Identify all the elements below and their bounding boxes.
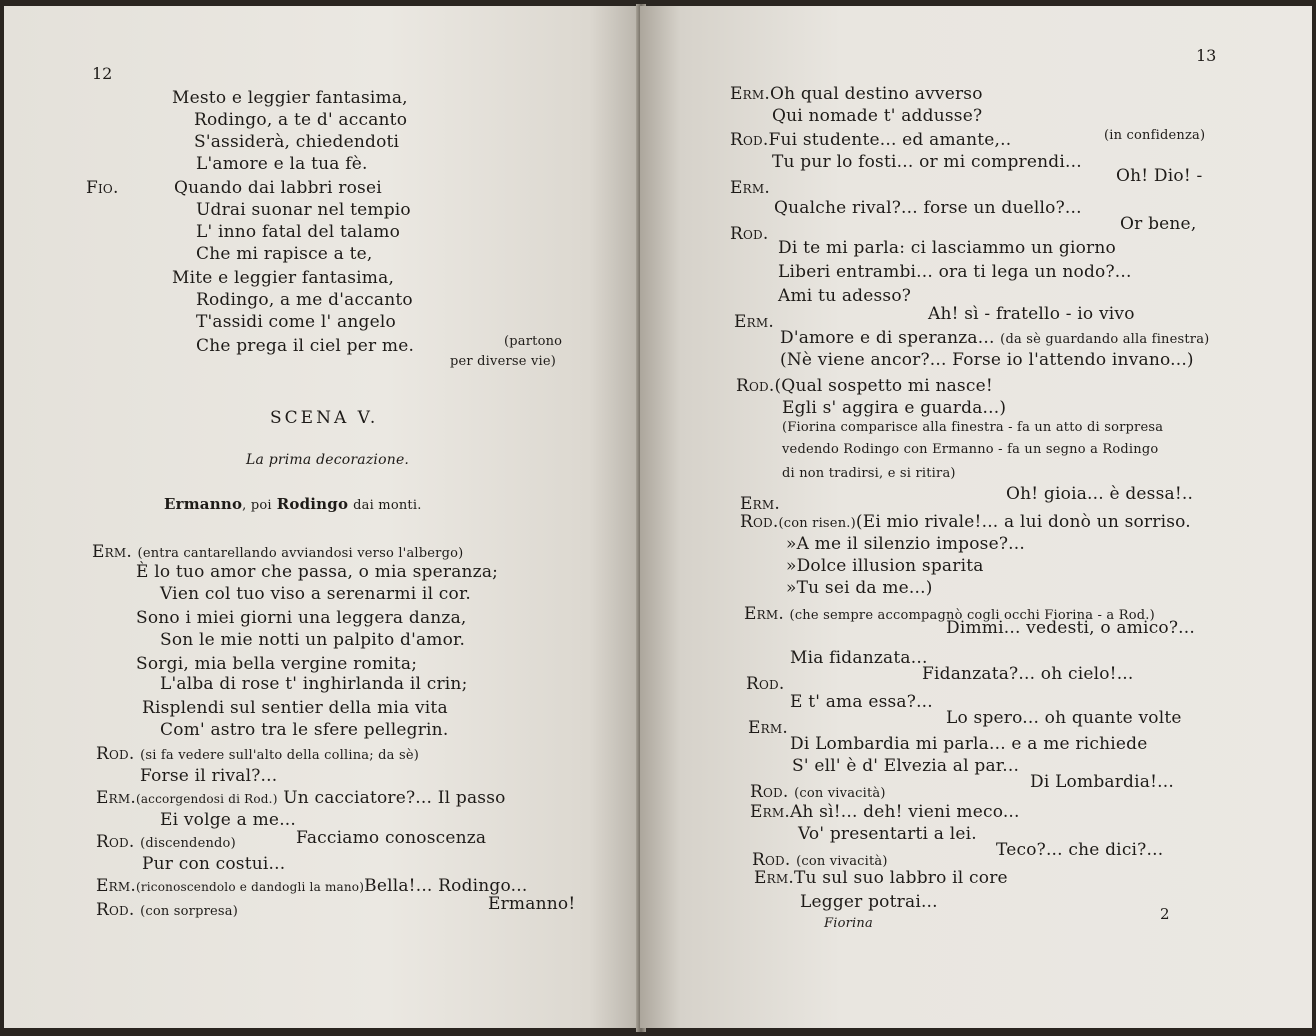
dialogue-line: Di Lombardia mi parla... e a me richiede — [790, 734, 1148, 754]
characters-connector: , poi — [242, 498, 272, 513]
dialogue-line: Legger potrai... — [800, 892, 938, 912]
dialogue-line — [92, 542, 463, 564]
dialogue-line: (Nè viene ancor?... Forse io l'attendo invano...) — [780, 350, 1194, 370]
dialogue-line — [750, 782, 886, 804]
speaker-label: Rod. — [746, 674, 785, 694]
dialogue-line: Or bene, — [1120, 214, 1197, 234]
dialogue-line: Ermanno! — [488, 894, 576, 914]
speaker-label: Rod. — [740, 512, 779, 532]
verse-line: Che mi rapisce a te, — [196, 244, 373, 264]
verse-line: Quando dai labbri rosei — [174, 178, 382, 198]
verse-line: Udrai suonar nel tempio — [196, 200, 411, 220]
dialogue-line — [754, 868, 1008, 888]
dialogue-line: Vo' presentarti a lei. — [798, 824, 977, 844]
speaker-label: Erm. — [730, 178, 770, 198]
stage-direction: per diverse vie) — [450, 354, 557, 369]
dialogue-line — [730, 130, 1011, 150]
song-line: È lo tuo amor che passa, o mia speranza; — [136, 562, 499, 582]
stage-direction: vedendo Rodingo con Ermanno - fa un segno a Rodingo — [782, 442, 1159, 457]
dialogue-line: Fidanzata?... oh cielo!... — [922, 664, 1134, 684]
dialogue-line: Qui nomade t' addusse? — [772, 106, 983, 126]
dialogue-line: »A me il silenzio impose?... — [786, 534, 1025, 554]
dialogue-line — [750, 802, 1020, 822]
stage-direction: (con vivacità) — [794, 786, 886, 801]
dialogue-line: Facciamo conoscenza — [296, 828, 487, 848]
stage-direction: (riconoscendolo e dandogli la mano) — [135, 880, 365, 894]
dialogue-line: »Dolce illusion sparita — [786, 556, 984, 576]
verse-line: T'assidi come l' angelo — [196, 312, 396, 332]
speaker-label: Rod. — [730, 130, 769, 150]
dialogue-line: Tu pur lo fosti... or mi comprendi... — [772, 152, 1082, 172]
speaker-label: Erm. — [750, 802, 790, 822]
page-number: 12 — [92, 64, 113, 83]
dialogue-line — [96, 900, 238, 922]
characters-origin: dai monti. — [353, 498, 422, 513]
dialogue-line — [736, 376, 993, 396]
dialogue-line: Lo spero... oh quante volte — [946, 708, 1182, 728]
verse-line: Mesto e leggier fantasima, — [172, 88, 408, 108]
stage-direction: (con risen.) — [778, 516, 856, 531]
speaker-label: Erm. — [96, 788, 136, 808]
dialogue-text: (Qual sospetto mi nasce! — [774, 376, 993, 396]
dialogue-text: Fui studente... ed amante,.. — [768, 130, 1012, 150]
left-page — [4, 6, 640, 1028]
dialogue-line: Forse il rival?... — [140, 766, 278, 786]
speaker-label: Erm. — [740, 494, 780, 514]
dialogue-text: Ah sì!... deh! vieni meco... — [789, 802, 1020, 822]
song-line: Vien col tuo viso a serenarmi il cor. — [160, 584, 472, 604]
dialogue-line: Teco?... che dici?... — [996, 840, 1164, 860]
dialogue-text: Oh qual destino avverso — [769, 84, 983, 104]
dialogue-line: »Tu sei da me...) — [786, 578, 933, 598]
speaker-label: Rod. — [96, 832, 135, 852]
speaker-label: Rod. — [96, 744, 135, 764]
speaker-label: Erm. — [734, 312, 774, 332]
stage-direction: (partono — [504, 334, 563, 349]
song-line: Sorgi, mia bella vergine romita; — [136, 654, 418, 674]
dialogue-line — [96, 788, 506, 809]
song-line: Sono i miei giorni una leggera danza, — [136, 608, 467, 628]
speaker-label: Erm. — [92, 542, 132, 562]
dialogue-text: (Ei mio rivale!... a lui donò un sorriso. — [855, 512, 1191, 532]
speaker-label: Erm. — [754, 868, 794, 888]
song-line: Son le mie notti un palpito d'amor. — [160, 630, 466, 650]
song-line: Com' astro tra le sfere pellegrin. — [160, 720, 449, 740]
song-line: L'alba di rose t' inghirlanda il crin; — [160, 674, 468, 694]
dialogue-line — [740, 512, 1191, 534]
stage-direction: (da sè guardando alla finestra) — [1000, 332, 1210, 347]
stage-direction: (discendendo) — [140, 836, 236, 851]
dialogue-line: Dimmi... vedesti, o amico?... — [946, 618, 1195, 638]
dialogue-line — [730, 84, 983, 104]
scene-setting: La prima decorazione. — [246, 452, 410, 468]
stage-direction: (in confidenza) — [1104, 128, 1206, 143]
verse-line: Rodingo, a me d'accanto — [196, 290, 413, 310]
stage-direction: (Fiorina comparisce alla finestra - fa un atto di sorpresa — [782, 420, 1164, 435]
dialogue-line: Ah! sì - fratello - io vivo — [928, 304, 1135, 324]
dialogue-line: Oh! gioia... è dessa!.. — [1006, 484, 1194, 504]
dialogue-line — [96, 832, 236, 854]
signature-number: 2 — [1160, 905, 1170, 923]
dialogue-line: Ei volge a me... — [160, 810, 297, 830]
speaker-label: Rod. — [750, 782, 789, 802]
stage-direction: (si fa vedere sull'alto della collina; da sè) — [140, 748, 419, 763]
dialogue-line: Liberi entrambi... ora ti lega un nodo?... — [778, 262, 1132, 282]
character-name: Rodingo — [276, 495, 349, 513]
signature-mark: Fiorina — [824, 916, 873, 931]
verse-line: L'amore e la tua fè. — [196, 154, 368, 174]
right-page — [640, 6, 1312, 1028]
dialogue-line: Ami tu adesso? — [778, 286, 912, 306]
speaker-label: Rod. — [730, 224, 769, 244]
song-line: Risplendi sul sentier della mia vita — [142, 698, 448, 718]
dialogue-line: Egli s' aggira e guarda...) — [782, 398, 1007, 418]
scene-title: SCENA V. — [270, 408, 379, 428]
dialogue-line: S' ell' è d' Elvezia al par... — [792, 756, 1020, 776]
speaker-label: Erm. — [744, 604, 784, 624]
dialogue-line: Pur con costui... — [142, 854, 286, 874]
stage-direction: (con sorpresa) — [140, 904, 238, 919]
stage-direction: (entra cantarellando avviandosi verso l'albergo) — [137, 546, 464, 561]
speaker-label: Rod. — [752, 850, 791, 870]
dialogue-line: Di Lombardia!... — [1030, 772, 1174, 792]
characters-line — [164, 494, 422, 516]
verse-line: Mite e leggier fantasima, — [172, 268, 395, 288]
verse-line: S'assiderà, chiedendoti — [194, 132, 400, 152]
dialogue-line — [96, 876, 527, 897]
dialogue-line — [780, 328, 1209, 350]
verse-line: Che prega il ciel per me. — [196, 336, 415, 356]
dialogue-line: Di te mi parla: ci lasciammo un giorno — [778, 238, 1116, 258]
stage-direction: (con vivacità) — [796, 854, 888, 869]
speaker-label: Rod. — [736, 376, 775, 396]
stage-direction: (accorgendosi di Rod.) — [135, 792, 278, 806]
character-name: Ermanno — [164, 495, 243, 513]
page-number: 13 — [1196, 46, 1217, 65]
dialogue-text: Un cacciatore?... Il passo — [283, 788, 506, 808]
dialogue-line: Mia fidanzata... — [790, 648, 928, 668]
dialogue-line — [96, 744, 419, 766]
speaker-label: Fio. — [86, 178, 119, 198]
stage-direction: (che sempre accompagnò cogli occhi Fiorina - a Rod.) — [789, 608, 1155, 623]
speaker-label: Erm. — [748, 718, 788, 738]
speaker-label: Erm. — [96, 876, 136, 896]
dialogue-text: D'amore e di speranza... — [780, 328, 995, 348]
dialogue-line: Qualche rival?... forse un duello?... — [774, 198, 1082, 218]
dialogue-line: E t' ama essa?... — [790, 692, 933, 712]
verse-line: L' inno fatal del talamo — [196, 222, 401, 242]
stage-direction: di non tradirsi, e si ritira) — [782, 466, 956, 481]
dialogue-line: Oh! Dio! - — [1116, 166, 1203, 186]
speaker-label: Erm. — [730, 84, 770, 104]
dialogue-text: Bella!... Rodingo... — [364, 876, 528, 896]
speaker-label: Rod. — [96, 900, 135, 920]
verse-line: Rodingo, a te d' accanto — [194, 110, 408, 130]
dialogue-text: Tu sul suo labbro il core — [793, 868, 1008, 888]
